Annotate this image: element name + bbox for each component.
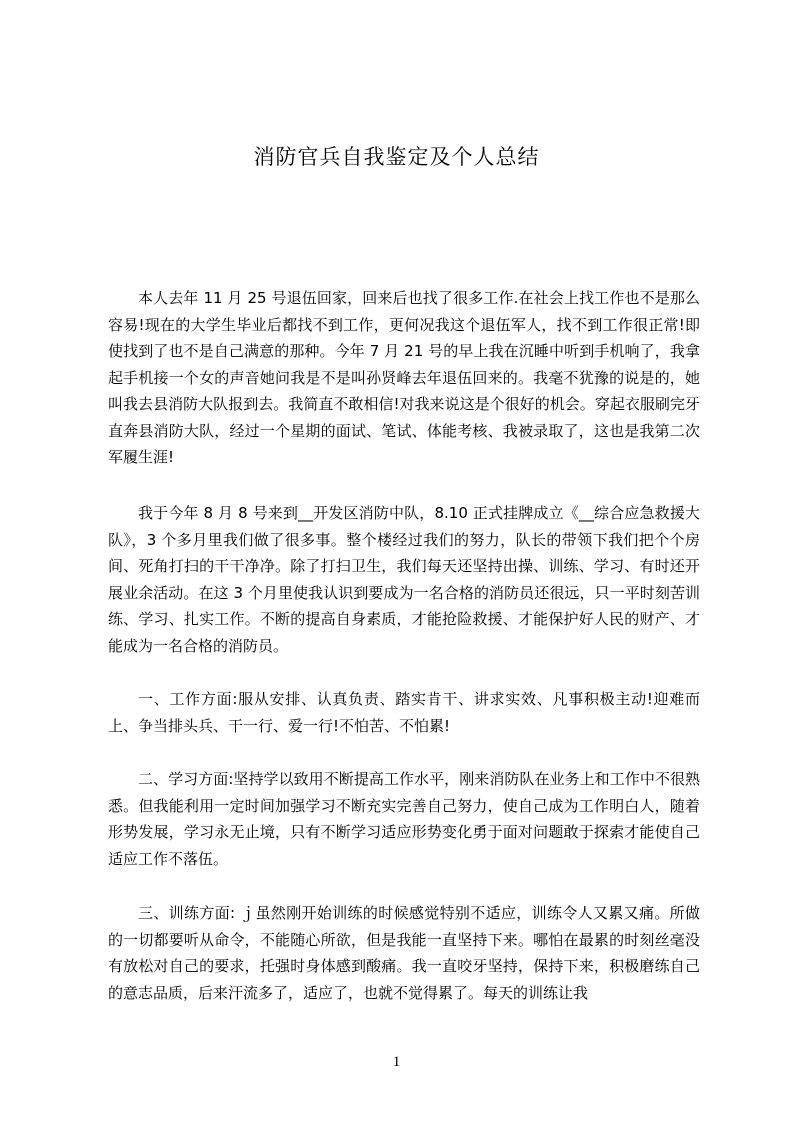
paragraph-squadron-work: 我于今年 8 月 8 号来到__开发区消防中队，8.10 正式挂牌成立《__综合应急救援大队》，3 个多月里我们做了很多事。整个楼经过我们的努力，队长的带领下我们把个个房间、死角打扫的干干净净。除了打扫卫生，我们每天还坚持出操、训练、学习、有时还开展业余活动。在这 3 个月里使我认识到要成为一名合格的消防员还很远，只一平时刻苦训练、学习、扎实工作。不断的提高自身素质，才能抢险救援、才能保护好人民的财产、才能成为一名合格的消防员。: [108, 504, 700, 655]
paragraph-work-aspect: 一、工作方面:服从安排、认真负责、踏实肯干、讲求实效、凡事积极主动!迎难而上、争当排头兵、干一行、爱一行!不怕苦、不怕累!: [108, 690, 700, 735]
document-title: 消防官兵自我鉴定及个人总结: [253, 145, 540, 169]
paragraph-study-aspect: 二、学习方面:坚持学以致用不断提高工作水平，刚来消防队在业务上和工作中不很熟悉。但我能利用一定时间加强学习不断充实完善自己努力，使自己成为工作明白人，随着形势发展，学习永无止境，只有不断学习适应形势变化勇于面对问题敢于探索才能使自己适应工作不落伍。: [108, 770, 700, 868]
paragraph-introduction: 本人去年 11 月 25 号退伍回家，回来后也找了很多工作.在社会上找工作也不是那么容易!现在的大学生毕业后都找不到工作，更何况我这个退伍军人，找不到工作很正常!即使找到了也不是自己满意的那种。今年 7 月 21 号的早上我在沉睡中听到手机响了，我拿起手机接一个女的声音她问我是不是叫孙贤峰去年退伍回来的。我毫不犹豫的说是的，她叫我去县消防大队报到去。我简直不敢相信!对我来说这是个很好的机会。穿起衣服刷完牙直奔县消防大队，经过一个星期的面试、笔试、体能考核、我被录取了，这也是我第二次军履生涯!: [108, 289, 700, 466]
paragraph-training-aspect: 三、训练方面: ｊ虽然刚开始训练的时候感觉特别不适应，训练令人又累又痛。所做的一切都要听从命令，不能随心所欲，但是我能一直坚持下来。哪怕在最累的时刻丝毫没有放松对自己的要求，托强时身体感到酸痛。我一直咬牙坚持，保持下来，积极磨练自己的意志品质，后来汗流多了，适应了，也就不觉得累了。每天的训练让我: [108, 904, 700, 1002]
page-number: 1: [392, 1054, 401, 1070]
